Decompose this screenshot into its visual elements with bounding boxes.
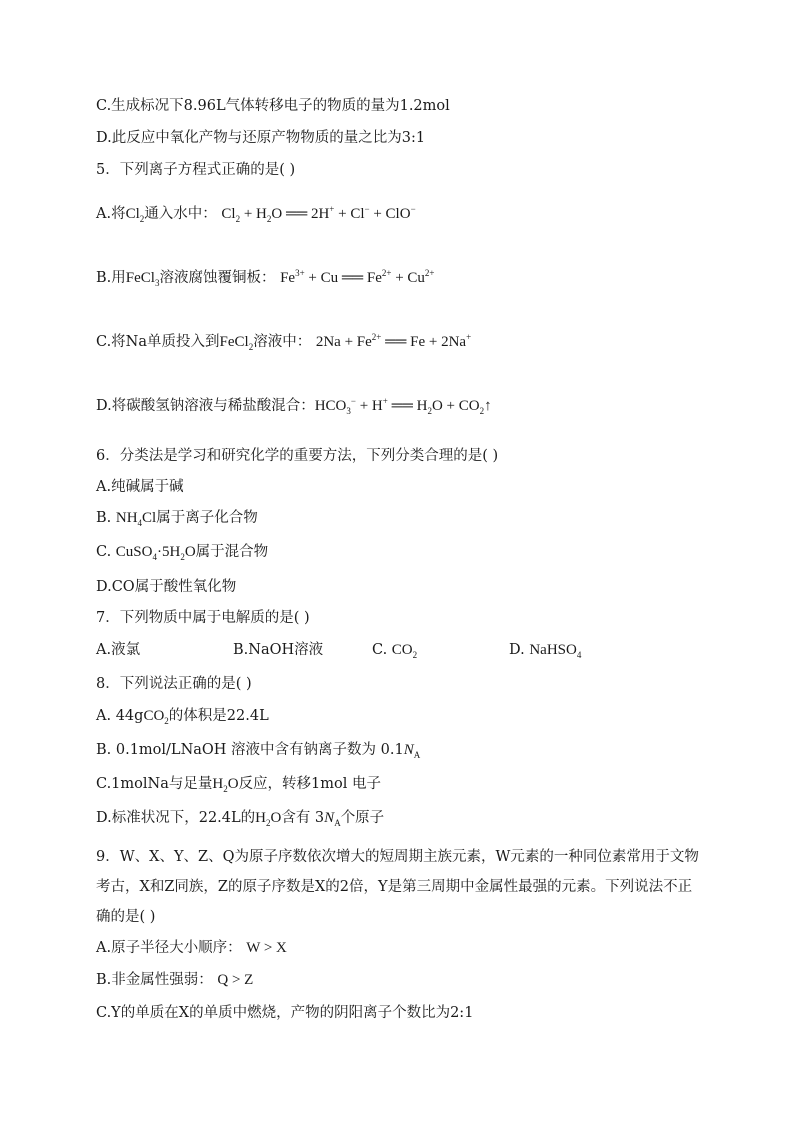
q6-option-d: D.CO属于酸性氧化物: [96, 579, 237, 595]
q9-option-c: C.Y的单质在X的单质中燃烧，产物的阴阳离子个数比为2:1: [96, 1005, 474, 1021]
q5-stem: 5．下列离子方程式正确的是( ): [96, 162, 296, 178]
q8-option-d: D.标准状况下，22.4L的$H_2O$含有 $3N_A$个原子: [96, 810, 385, 828]
q6-stem: 6．分类法是学习和研究化学的重要方法，下列分类合理的是( ): [96, 448, 499, 464]
q9-option-b: B.非金属性强弱： Q > Z: [96, 972, 254, 988]
q7-option-d: D. NaHSO$_4$: [509, 642, 582, 660]
q4-option-c: C.生成标况下8.96L气体转移电子的物质的量为1.2mol: [96, 98, 450, 114]
q7-stem: 7．下列物质中属于电解质的是( ): [96, 610, 310, 626]
q7-option-b: B.NaOH溶液: [233, 642, 324, 658]
q9-stem: 9．W、X、Y、Z、Q为原子序数依次增大的短周期主族元素，W元素的一种同位素常用于文物考古，X和Z同族，Z的原子序数是X的2倍，Y是第三周期中金属性最强的元素。下列说法不正确的是( ): [96, 849, 699, 925]
q4-option-d: D.此反应中氧化产物与还原产物物质的量之比为3:1: [96, 130, 426, 146]
q7-options: [96, 640, 581, 660]
q7-option-a: A.液氯: [96, 642, 141, 658]
q9-option-a: A.原子半径大小顺序： W > X: [96, 940, 287, 956]
q5-option-a: A.将$Cl_2$通入水中： $Cl_2 + H_2O$ ══ 2H+ + Cl− + ClO−: [96, 204, 416, 224]
q8-stem: 8．下列说法正确的是( ): [96, 676, 252, 692]
q8-option-c: C.1molNa与足量$H_2O$反应，转移1mol 电子: [96, 776, 382, 794]
q6-option-c: C. $CuSO_4\cdot 5H_2O$属于混合物: [96, 544, 269, 562]
q8-option-a: A. 44gCO$_2$的体积是22.4L: [96, 708, 269, 726]
q5-option-b: B.用FeCl$_3$溶液腐蚀覆铜板： $Fe^{3+} + Cu$ ══ $Fe^{2+} + Cu^{2+}$: [96, 268, 435, 288]
q7-option-c: C. $CO_2$: [372, 642, 418, 660]
q5-option-c: C.将Na单质投入到FeCl$_2$溶液中： $2Na + Fe^{2+}$ ══ Fe + 2Na+: [96, 332, 472, 352]
q5-option-d: D.将碳酸氢钠溶液与稀盐酸混合：$HCO_3^- + H^+$ ══ $H_2O$ + $CO_2↑$: [96, 396, 492, 416]
q8-option-b: B. 0.1mol/LNaOH 溶液中含有钠离子数为 $0.1N_A$: [96, 742, 421, 760]
q6-option-a: A.纯碱属于碱: [96, 479, 184, 495]
q6-option-b: B. $NH_4Cl$属于离子化合物: [96, 510, 258, 528]
